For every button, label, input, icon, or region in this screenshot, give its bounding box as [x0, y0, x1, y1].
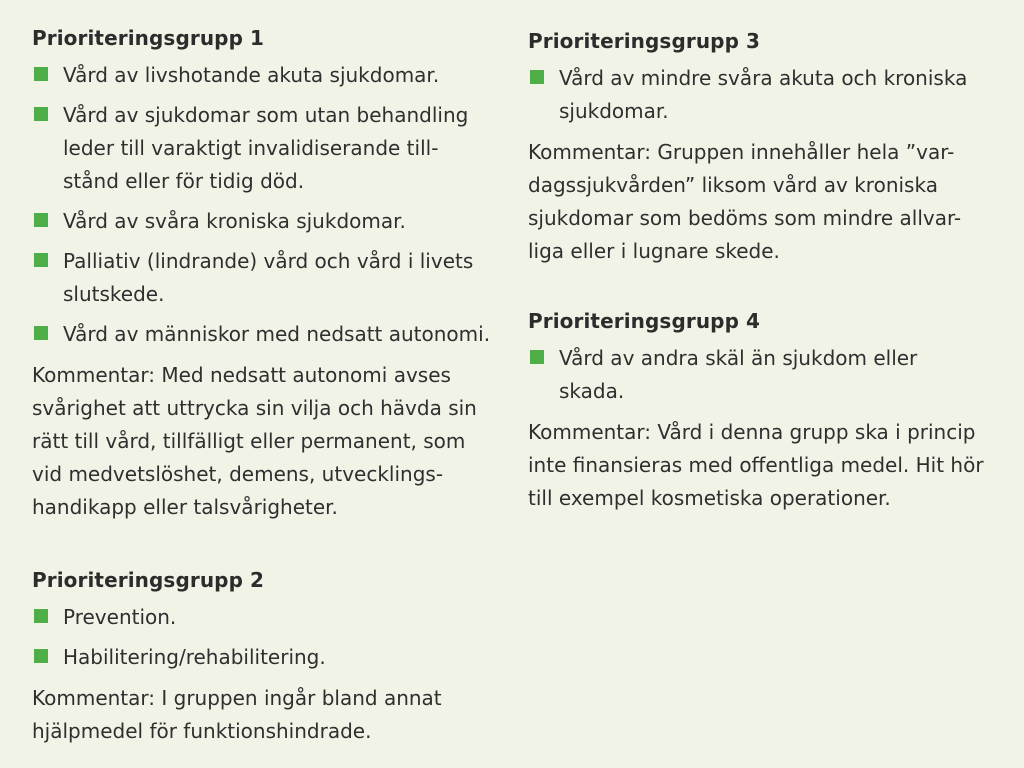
- bullet-square-icon: [34, 649, 48, 663]
- group-3-comment: Kommentar: Gruppen innehåller hela ”var- dagssjukvården” liksom vård av kroniska sjukdomar som bedöms som mindre allvar- liga eller i lugnare skede.: [528, 140, 962, 263]
- bullet-square-icon: [34, 213, 48, 227]
- group-2-list: [32, 601, 502, 674]
- group-4: [528, 307, 998, 515]
- group-2-comment: Kommentar: I gruppen ingår bland annat hjälpmedel för funktionshindrade.: [32, 686, 442, 743]
- group-1: [32, 24, 502, 524]
- group-3-list: [528, 62, 998, 128]
- bullet-square-icon: [34, 253, 48, 267]
- group-1-comment: Kommentar: Med nedsatt autonomi avses svårighet att uttrycka sin vilja och hävda sin rätt till vård, tillfälligt eller permanent, som vid medvetslöshet, demens, utvecklings- handikapp eller talsvårigheter.: [32, 363, 477, 519]
- bullet-square-icon: [34, 67, 48, 81]
- group-1-list: [32, 59, 502, 351]
- list-item: Prevention.: [32, 601, 502, 634]
- list-item: Palliativ (lindrande) vård och vård i livets slutskede.: [32, 245, 503, 311]
- list-item: Vård av mindre svåra akuta och kroniska sjukdomar.: [528, 62, 989, 128]
- list-item: Vård av livshotande akuta sjukdomar.: [32, 59, 502, 92]
- list-item: Vård av människor med nedsatt autonomi.: [32, 318, 502, 351]
- group-3-title: Prioriteringsgrupp 3: [528, 29, 761, 53]
- bullet-square-icon: [34, 609, 48, 623]
- list-item: Vård av svåra kroniska sjukdomar.: [32, 205, 502, 238]
- list-item: Habilitering/rehabilitering.: [32, 641, 502, 674]
- bullet-square-icon: [530, 70, 544, 84]
- group-2-title: Prioriteringsgrupp 2: [32, 568, 265, 592]
- group-3: [528, 27, 998, 268]
- list-item: Vård av sjukdomar som utan behandling leder till varaktigt invalidiserande till- stånd eller för tidig död.: [32, 99, 483, 198]
- group-4-list: [528, 342, 998, 408]
- bullet-square-icon: [530, 350, 544, 364]
- group-4-comment: Kommentar: Vård i denna grupp ska i princip inte finansieras med offentliga medel. Hit hör till exempel kosmetiska operationer.: [528, 420, 984, 510]
- group-4-title: Prioriteringsgrupp 4: [528, 309, 761, 333]
- bullet-square-icon: [34, 326, 48, 340]
- bullet-square-icon: [34, 107, 48, 121]
- group-2: [32, 566, 502, 748]
- list-item: Vård av andra skäl än sjukdom eller skada.: [528, 342, 959, 408]
- group-1-title: Prioriteringsgrupp 1: [32, 26, 265, 50]
